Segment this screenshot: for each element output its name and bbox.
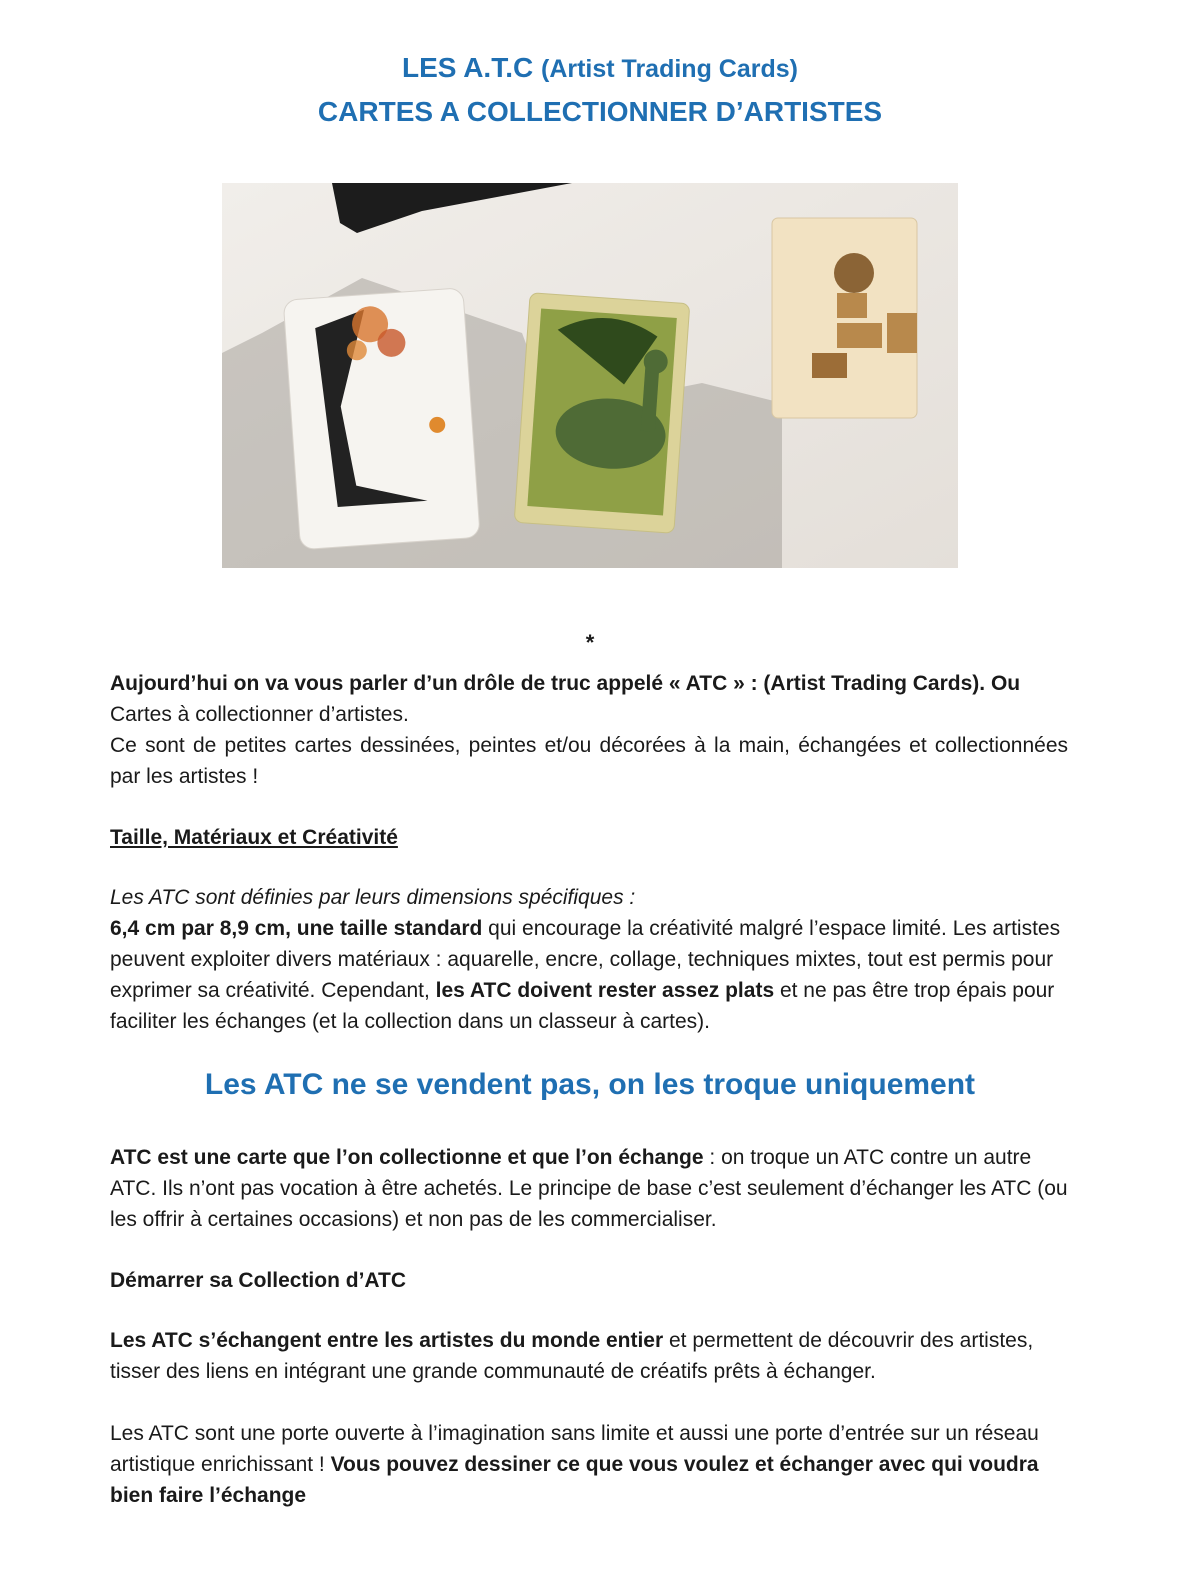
section1-heading: Taille, Matériaux et Créativité [110,826,398,849]
closing-paragraph: Les ATC sont une porte ouverte à l’imagination sans limite et aussi une porte d’entrée sur un réseau artistique enrichissant ! Vous pouvez dessiner ce que vous voulez et échanger avec qui voudra bien faire l’échange [110,1422,1039,1507]
atc-cards-photo [222,183,958,568]
page-title-line2: CARTES A COLLECTIONNER D’ARTISTES [317,96,883,127]
big-heading: Les ATC ne se vendent pas, on les troque uniquement [204,1068,976,1101]
section3-paragraph: Les ATC s’échangent entre les artistes du monde entier et permettent de découvrir des artistes, tisser des liens en intégrant une grande communauté de créatifs prêts à échanger. [110,1329,1034,1383]
intro-bold: Aujourd’hui on va vous parler d’un drôle de truc appelé « ATC » : (Artist Trading Cards). Ou [110,672,1021,695]
card-ink-tree [283,288,480,550]
section1-italic: Les ATC sont définies par leurs dimensions spécifiques : [110,886,636,909]
section3-heading: Démarrer sa Collection d’ATC [110,1269,407,1292]
intro-paragraph [110,668,1068,792]
card-gramophone [772,218,917,418]
section2-paragraph: ATC est une carte que l’on collectionne et que l’on échange : on troque un ATC contre un autre ATC. Ils n’ont pas vocation à être achetés. Le principe de base c’est seulement d’échanger les ATC (ou les offrir à certaines occasions) et non pas de les commercialiser. [110,1146,1068,1231]
title-prefix: LES A.T.C [402,52,534,83]
intro-line3: Ce sont de petites cartes dessinées, peintes et/ou décorées à la main, échangées et collectionnées par les artistes ! [110,734,1068,788]
intro-line2: Cartes à collectionner d’artistes. [110,703,409,726]
section1-paragraph: 6,4 cm par 8,9 cm, une taille standard qui encourage la créativité malgré l’espace limité. Les artistes peuvent exploiter divers matériaux : aquarelle, encre, collage, techniques mixtes, tout est permis pour exprimer sa créativité. Cependant, les ATC doivent rester assez plats et ne pas être trop épais pour faciliter les échanges (et la collection dans un classeur à cartes). [110,917,1061,1033]
card-dinosaur [514,293,690,534]
separator: * [585,630,595,655]
page-title-line1 [0,52,1200,84]
title-paren: (Artist Trading Cards) [541,55,798,83]
